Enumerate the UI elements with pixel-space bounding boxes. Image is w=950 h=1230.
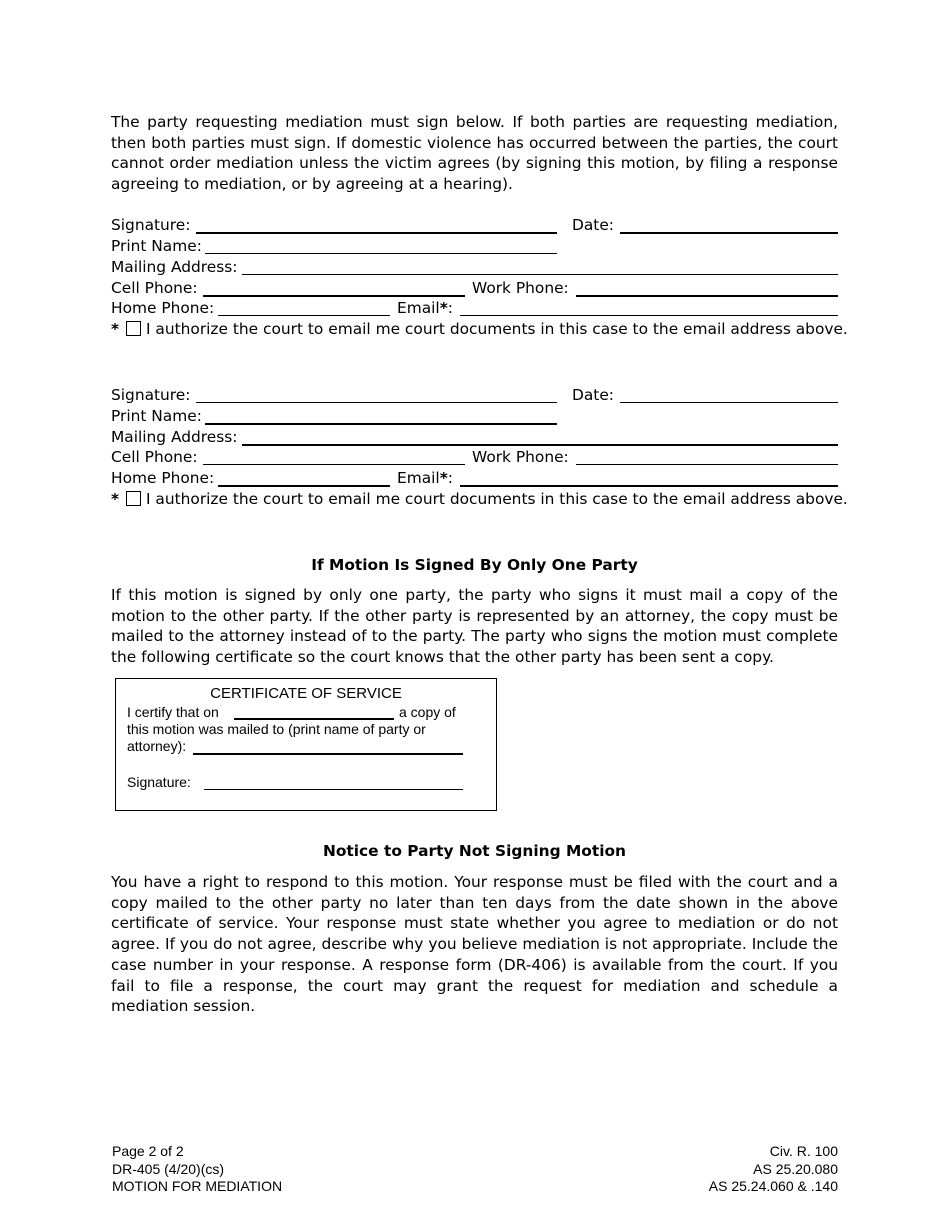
work-phone-label: Work Phone: (472, 279, 569, 297)
mailing-address-field[interactable] (242, 274, 838, 275)
mailing-address-field[interactable] (242, 444, 838, 446)
work-phone-label: Work Phone: (472, 448, 569, 466)
email-label: Email*: (397, 299, 453, 317)
mailed-to-text: this motion was mailed to (print name of party or (127, 721, 426, 737)
form-title: MOTION FOR MEDIATION (112, 1178, 283, 1194)
certificate-date-field[interactable] (234, 718, 394, 720)
date-label: Date: (572, 216, 614, 234)
home-phone-label: Home Phone: (111, 469, 215, 487)
cell-phone-label: Cell Phone: (111, 448, 198, 466)
authorize-asterisk: * (111, 490, 120, 508)
notice-paragraph: You have a right to respond to this motion. Your response must be filed with the court and a copy mailed to the other party no later than ten days from the date shown in the above certificate of service. Your response must state whether you agree to mediation or do not agree. If you do not agree, describe why you believe mediation is not appropriate. Include the case number in your response. A response form (DR-406) is available from the court. If you fail to file a response, the court may grant the request for mediation and schedule a mediation session. (111, 873, 838, 1016)
statute-citation-1: AS 25.20.080 (753, 1160, 838, 1177)
certificate-signature-field[interactable] (204, 789, 463, 790)
authorize-email-checkbox[interactable] (126, 321, 141, 336)
authorize-asterisk: * (111, 320, 120, 338)
signature-label: Signature: (111, 216, 191, 234)
certificate-title: CERTIFICATE OF SERVICE (210, 685, 402, 702)
copy-of-text: a copy of (399, 704, 456, 720)
signature-field[interactable] (196, 232, 557, 234)
page-number: Page 2 of 2 (112, 1143, 184, 1159)
certify-on-text: I certify that on (127, 704, 219, 720)
authorize-email-text: I authorize the court to email me court documents in this case to the email address above. (146, 320, 848, 338)
print-name-label: Print Name: (111, 407, 202, 425)
one-party-paragraph: If this motion is signed by only one party, the party who signs it must mail a copy of the motion to the other party. If the other party is represented by an attorney, the copy must be mailed to the attorney instead of to the party. The party who signs the motion must complete the following certificate so the court knows that the other party has been sent a copy. (111, 586, 838, 667)
form-number: DR-405 (4/20)(cs) (112, 1160, 225, 1177)
print-name-field[interactable] (205, 423, 557, 425)
intro-paragraph: The party requesting mediation must sign below. If both parties are requesting mediation, then both parties must sign. If domestic violence has occurred between the parties, the court cannot order mediation unless the victim agrees (by signing this motion, by filing a response agreeing to mediation, or by agreeing at a hearing). (111, 113, 838, 194)
date-field[interactable] (620, 232, 838, 234)
home-phone-field[interactable] (218, 315, 390, 316)
print-name-label: Print Name: (111, 237, 202, 255)
mailing-address-label: Mailing Address: (111, 428, 238, 446)
email-field[interactable] (460, 485, 838, 487)
home-phone-label: Home Phone: (111, 299, 215, 317)
footer-right (709, 1143, 838, 1196)
notice-heading: Notice to Party Not Signing Motion (322, 842, 627, 860)
cell-phone-label: Cell Phone: (111, 279, 198, 297)
work-phone-field[interactable] (576, 464, 838, 465)
date-field[interactable] (620, 402, 838, 403)
work-phone-field[interactable] (576, 295, 838, 297)
cell-phone-field[interactable] (203, 464, 465, 465)
email-label: Email*: (397, 469, 453, 487)
mailing-address-label: Mailing Address: (111, 258, 238, 276)
certificate-of-service-box (115, 678, 497, 811)
email-field[interactable] (460, 315, 838, 316)
certificate-signature-label: Signature: (127, 774, 191, 790)
print-name-field[interactable] (205, 253, 557, 254)
home-phone-field[interactable] (218, 485, 390, 487)
rule-citation: Civ. R. 100 (769, 1143, 838, 1159)
one-party-heading: If Motion Is Signed By Only One Party (311, 556, 638, 574)
recipient-name-field[interactable] (193, 753, 463, 755)
authorize-email-text: I authorize the court to email me court documents in this case to the email address above. (146, 490, 848, 508)
date-label: Date: (572, 386, 614, 404)
signature-label: Signature: (111, 386, 191, 404)
attorney-text: attorney): (127, 738, 187, 754)
signature-field[interactable] (196, 402, 557, 403)
cell-phone-field[interactable] (203, 295, 465, 297)
authorize-email-checkbox[interactable] (126, 491, 141, 506)
statute-citation-2: AS 25.24.060 & .140 (708, 1178, 838, 1194)
footer-left (112, 1143, 282, 1196)
